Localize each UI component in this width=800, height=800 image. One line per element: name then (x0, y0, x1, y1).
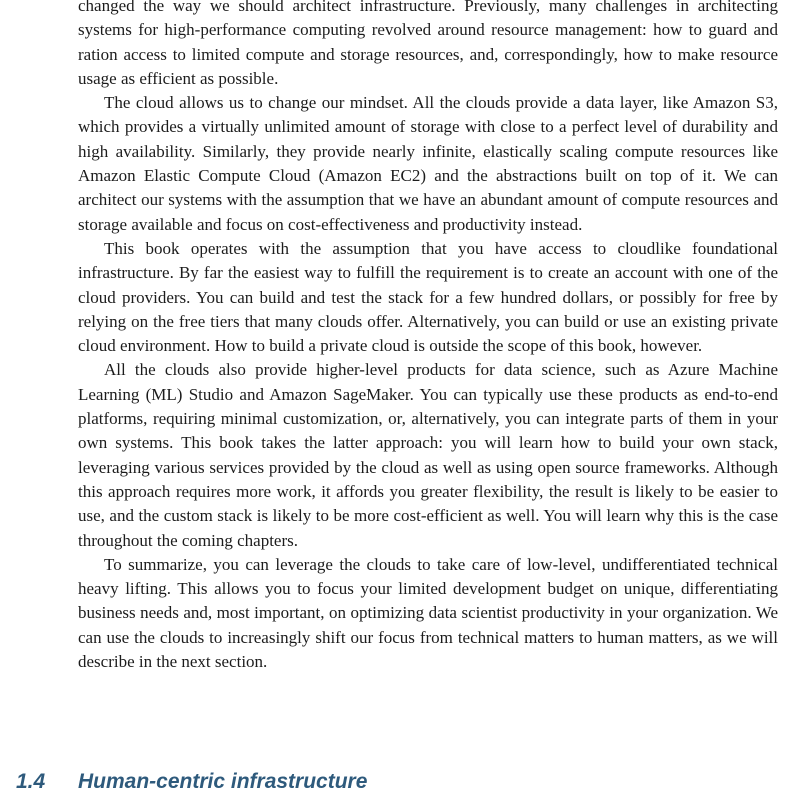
section-heading (16, 770, 776, 800)
paragraph-summary: To summarize, you can leverage the clouds to take care of low-level, undifferentiated technical heavy lifting. This allows you to focus your limited development budget on unique, differentiating business needs and, most important, on optimizing data scientist productivity in your organization. We can use the clouds to increasingly shift our focus from technical matters to human matters, as we will describe in the next section. (78, 554, 778, 672)
paragraph-cloud-mindset: The cloud allows us to change our mindset. All the clouds provide a data layer, like Amazon S3, which provides a virtually unlimited amount of storage with close to a perfect level of durability and high availability. Similarly, they provide nearly infinite, elastically scaling compute resources like Amazon Elastic Compute Cloud (Amazon EC2) and the abstractions built on top of it. We can architect our systems with the assumption that we have an abundant amount of compute resources and storage available and focus on cost-effectiveness and productivity instead. (78, 93, 778, 234)
section-number: 1.4 (16, 770, 46, 793)
paragraph-continuation: changed the way we should architect infrastructure. Previously, many challenges in architecting systems for high-performance computing revolved around resource management: how to guard and ration access to limited compute and storage resources, and, correspondingly, how to make resource usage as efficient as possible. (78, 0, 778, 88)
paragraph-book-assumption: This book operates with the assumption that you have access to cloudlike foundational infrastructure. By far the easiest way to fulfill the requirement is to create an account with one of the cloud providers. You can build and test the stack for a few hundred dollars, or possibly for free by relying on the free tiers that many clouds offer. Alternatively, you can build or use an existing private cloud environment. How to build a private cloud is outside the scope of this book, however. (78, 238, 778, 356)
body-text (78, 0, 778, 674)
paragraph-higher-level-products: All the clouds also provide higher-level products for data science, such as Azure Machine Learning (ML) Studio and Amazon SageMaker. You can typically use these products as end-to-end platforms, requiring minimal customization, or, alternatively, you can integrate parts of them in your own systems. This book takes the latter approach: you will learn how to build your own stack, leveraging various services provided by the cloud as well as using open source frameworks. Although this approach requires more work, it affords you greater flexibility, the result is likely to be easier to use, and the custom stack is likely to be more cost-efficient as well. You will learn why this is the case throughout the coming chapters. (78, 360, 778, 550)
section-title: Human-centric infrastructure (78, 770, 368, 793)
